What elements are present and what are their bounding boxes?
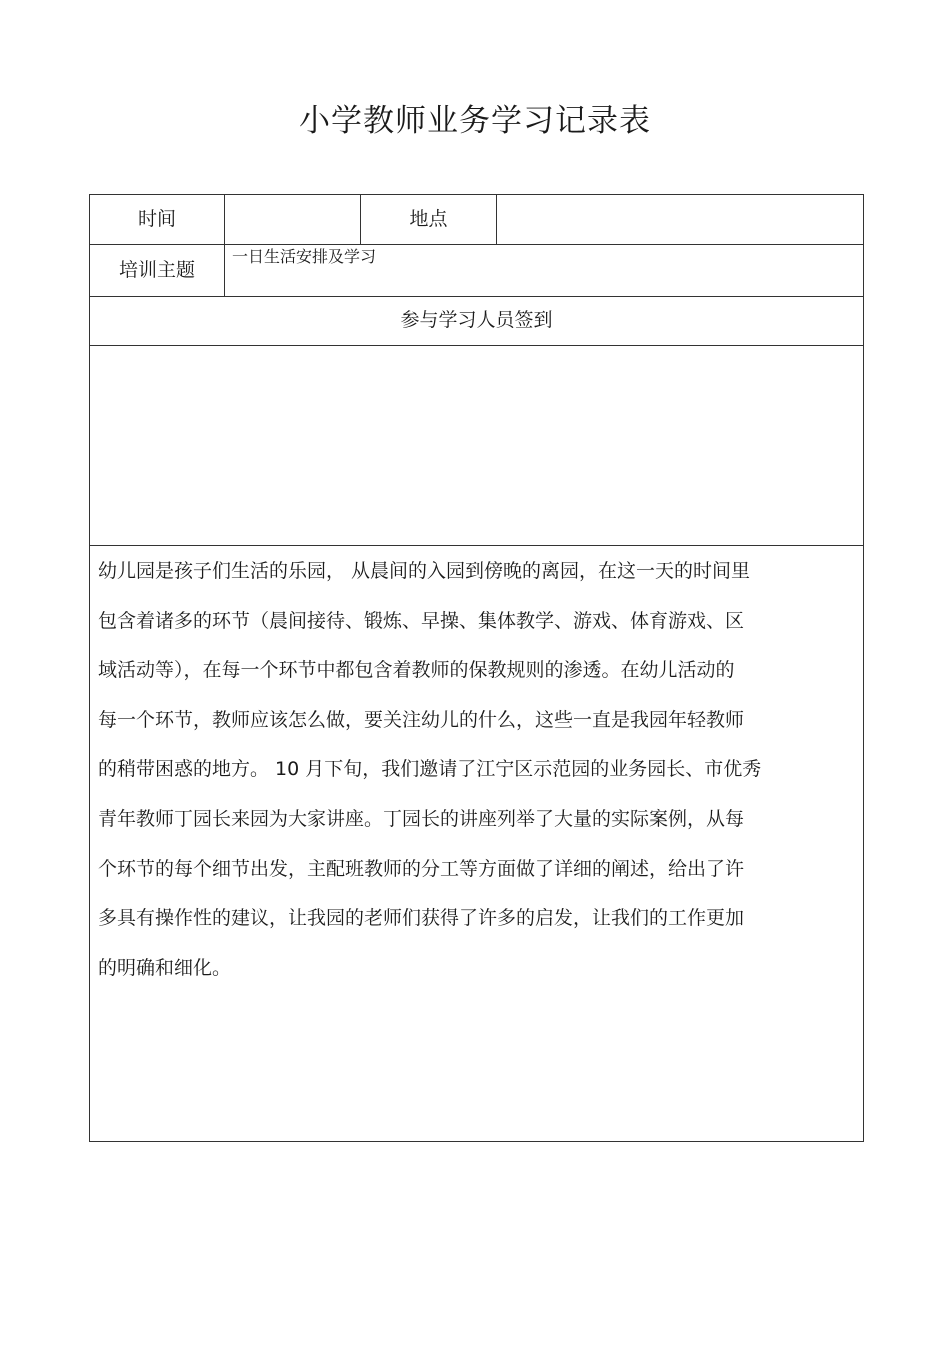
- content-line: 青年教师丁园长来园为大家讲座。丁园长的讲座列举了大量的实际案例，从每: [98, 807, 745, 830]
- column-divider: [224, 195, 225, 296]
- content-line: 的稍带困惑的地方。 10 月下旬，我们邀请了江宁区示范园的业务园长、市优秀: [98, 758, 762, 781]
- record-form: [89, 194, 864, 1142]
- content-line: 每一个环节，教师应该怎么做，要关注幼儿的什么，这些一直是我园年轻教师: [98, 708, 745, 731]
- content-line: 多具有操作性的建议，让我园的老师们获得了许多的启发，让我们的工作更加: [98, 907, 745, 930]
- signin-header: 参与学习人员签到: [400, 309, 553, 331]
- content-line: 个环节的每个细节出发，主配班教师的分工等方面做了详细的阐述，给出了许: [98, 857, 745, 880]
- content-line: 域活动等），在每一个环节中都包含着教师的保教规则的渗透。在幼儿活动的: [98, 659, 735, 682]
- row-divider: [90, 244, 863, 245]
- page-title: 小学教师业务学习记录表: [299, 103, 651, 139]
- row-divider: [90, 545, 863, 546]
- topic-value[interactable]: 一日生活安排及学习: [232, 247, 377, 266]
- column-divider: [496, 195, 497, 244]
- content-line: 的明确和细化。: [98, 956, 232, 979]
- time-label: 时间: [137, 208, 176, 230]
- content-line: 包含着诸多的环节（晨间接待、锻炼、早操、集体教学、游戏、体育游戏、区: [98, 609, 745, 632]
- row-divider: [90, 296, 863, 297]
- row-divider: [90, 345, 863, 346]
- learning-content: [98, 547, 838, 993]
- content-line: 幼儿园是孩子们生活的乐园， 从晨间的入园到傍晚的离园，在这一天的时间里: [98, 560, 751, 582]
- topic-label: 培训主题: [118, 259, 195, 281]
- location-label: 地点: [409, 208, 448, 230]
